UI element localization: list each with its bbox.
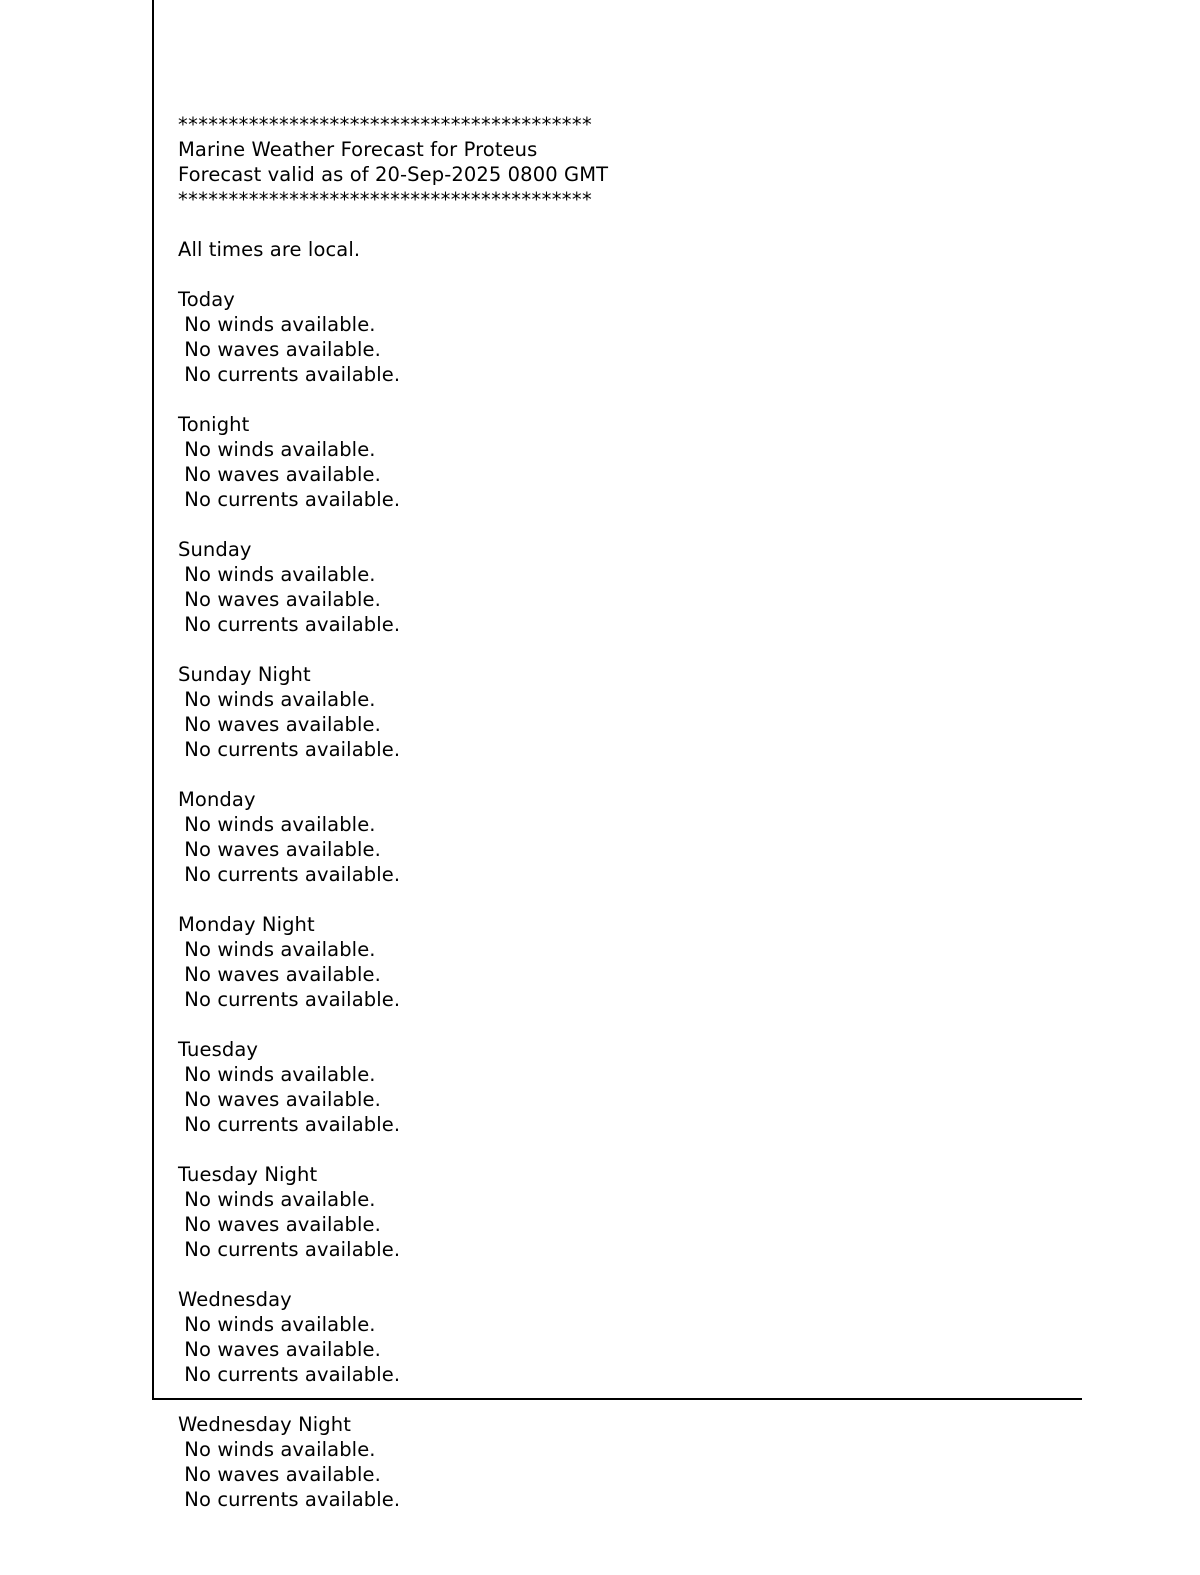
local-times-note: All times are local. xyxy=(178,238,361,261)
period-waves: No waves available. xyxy=(178,588,381,611)
forecast-period xyxy=(178,1162,1078,1262)
period-label: Monday Night xyxy=(178,913,315,936)
forecast-period xyxy=(178,287,1078,387)
period-label: Sunday Night xyxy=(178,663,311,686)
period-winds: No winds available. xyxy=(178,1438,376,1461)
period-label: Tuesday Night xyxy=(178,1163,318,1186)
period-winds: No winds available. xyxy=(178,1313,376,1336)
spacer xyxy=(178,1012,1078,1037)
forecast-period xyxy=(178,1287,1078,1387)
forecast-period xyxy=(178,912,1078,1012)
period-waves: No waves available. xyxy=(178,1338,381,1361)
period-currents: No currents available. xyxy=(178,988,401,1011)
spacer xyxy=(178,637,1078,662)
period-waves: No waves available. xyxy=(178,713,381,736)
period-waves: No waves available. xyxy=(178,338,381,361)
forecast-period xyxy=(178,662,1078,762)
period-currents: No currents available. xyxy=(178,363,401,386)
period-winds: No winds available. xyxy=(178,563,376,586)
period-currents: No currents available. xyxy=(178,1488,401,1511)
period-label: Wednesday Night xyxy=(178,1413,351,1436)
forecast-period xyxy=(178,1412,1078,1512)
forecast-period xyxy=(178,412,1078,512)
forecast-period xyxy=(178,1037,1078,1137)
period-currents: No currents available. xyxy=(178,488,401,511)
period-currents: No currents available. xyxy=(178,1238,401,1261)
period-waves: No waves available. xyxy=(178,1088,381,1111)
spacer xyxy=(178,887,1078,912)
period-currents: No currents available. xyxy=(178,1113,401,1136)
period-label: Tuesday xyxy=(178,1038,259,1061)
period-winds: No winds available. xyxy=(178,438,376,461)
header-rule-top: ***************************************** xyxy=(178,113,593,136)
period-waves: No waves available. xyxy=(178,463,381,486)
period-waves: No waves available. xyxy=(178,1463,381,1486)
period-winds: No winds available. xyxy=(178,313,376,336)
period-winds: No winds available. xyxy=(178,938,376,961)
period-winds: No winds available. xyxy=(178,1188,376,1211)
period-currents: No currents available. xyxy=(178,613,401,636)
forecast-body xyxy=(178,112,1078,1387)
period-label: Tonight xyxy=(178,413,250,436)
spacer xyxy=(178,1262,1078,1287)
spacer xyxy=(178,212,1078,237)
spacer xyxy=(178,762,1078,787)
period-currents: No currents available. xyxy=(178,1363,401,1386)
period-winds: No winds available. xyxy=(178,813,376,836)
forecast-body-continued xyxy=(178,1412,1078,1512)
forecast-title: Marine Weather Forecast for Proteus xyxy=(178,138,538,161)
period-currents: No currents available. xyxy=(178,738,401,761)
period-label: Wednesday xyxy=(178,1288,292,1311)
forecast-period xyxy=(178,537,1078,637)
period-winds: No winds available. xyxy=(178,688,376,711)
period-label: Sunday xyxy=(178,538,252,561)
period-currents: No currents available. xyxy=(178,863,401,886)
period-label: Monday xyxy=(178,788,256,811)
period-waves: No waves available. xyxy=(178,1213,381,1236)
period-waves: No waves available. xyxy=(178,838,381,861)
spacer xyxy=(178,387,1078,412)
spacer xyxy=(178,1137,1078,1162)
header-rule-bottom: ***************************************** xyxy=(178,188,593,211)
spacer xyxy=(178,512,1078,537)
period-label: Today xyxy=(178,288,235,311)
period-winds: No winds available. xyxy=(178,1063,376,1086)
forecast-validity: Forecast valid as of 20-Sep-2025 0800 GMT xyxy=(178,163,609,186)
spacer xyxy=(178,262,1078,287)
forecast-period xyxy=(178,787,1078,887)
period-waves: No waves available. xyxy=(178,963,381,986)
